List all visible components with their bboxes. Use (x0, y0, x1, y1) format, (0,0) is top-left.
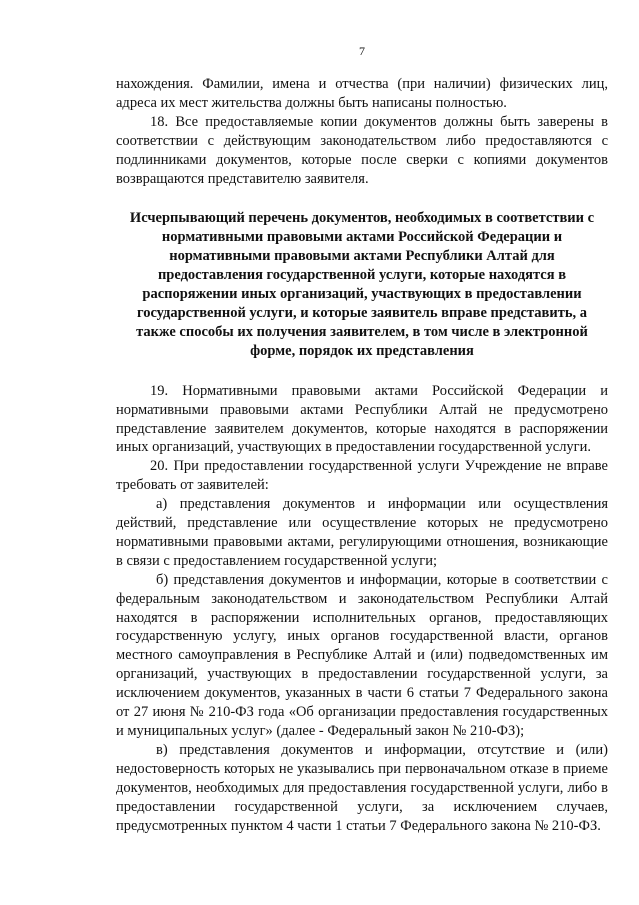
paragraph-18: 18. Все предоставляемые копии документов должны быть заверены в соответствии с действующим законодательством либо предоставляются с подлинниками документов, которые после сверки с копиями документов возвращаются представителю заявителя. (116, 113, 608, 187)
paragraph-continuation: нахождения. Фамилии, имена и отчества (при наличии) физических лиц, адреса их мест жительства должны быть написаны полностью. (116, 76, 608, 111)
list-item-b: б) представления документов и информации, которые в соответствии с федеральным законодательством и законодательством Республики Алтай находятся в распоряжении исполнительных органов, предоставляющих государственную услугу, иных органов государственной власти, органов местного самоуправления в Республике Алтай и (или) подведомственных им организаций, участвующих в предоставлении государственной услуги, за исключением документов, указанных в части 6 статьи 7 Федерального закона от 27 июня № 210-ФЗ года «Об организации предоставления государственных и муниципальных услуг» (далее - Федеральный закон № 210-ФЗ); (116, 571, 608, 739)
list-item-a: а) представления документов и информации или осуществления действий, представление или осуществление которых не предусмотрено нормативными правовыми актами, регулирующими отношения, возникающие в связи с предоставлением государственной услуги; (116, 496, 608, 569)
section-heading: Исчерпывающий перечень документов, необходимых в соответствии с нормативными правовыми актами Российской Федерации и нормативными правовыми актами Республики Алтай для предоставления государственной услуги, которые находятся в распоряжении иных организаций, участвующих в предоставлении государственной услуги, и которые заявитель вправе представить, а также способы их получения заявителем, в том числе в электронной форме, порядок их представления (129, 210, 595, 359)
paragraph-19: 19. Нормативными правовыми актами Российской Федерации и нормативными правовыми актами Республики Алтай не предусмотрено представление заявителем документов, которые находятся в распоряжении иных организаций, участвующих в предоставлении государственной услуги. (116, 382, 608, 456)
document-body (116, 75, 608, 835)
list-item-v: в) представления документов и информации, отсутствие и (или) недостоверность которых не указывались при первоначальном отказе в приеме документов, необходимых для предоставления государственной услуги, либо в предоставлении государственной услуги, за исключением случаев, предусмотренных пунктом 4 части 1 статьи 7 Федерального закона № 210-ФЗ. (116, 741, 608, 834)
page-number: 7 (359, 44, 365, 58)
paragraph-20: 20. При предоставлении государственной услуги Учреждение не вправе требовать от заявителей: (116, 458, 608, 494)
